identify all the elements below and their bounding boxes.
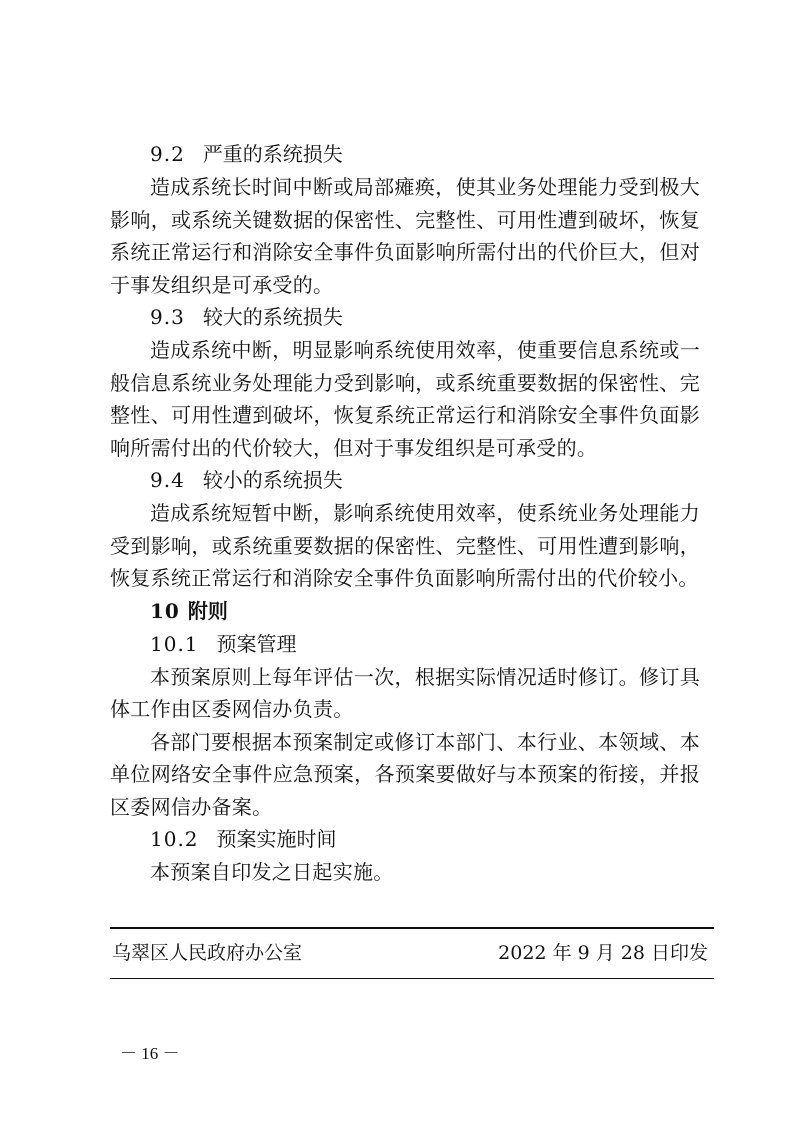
section-heading-9-4: [110, 464, 700, 497]
section-title: 较小的系统损失: [202, 468, 343, 492]
chapter-title: 附则: [187, 598, 228, 623]
paragraph: 各部门要根据本预案制定或修订本部门、本行业、本领域、本单位网络安全事件应急预案，各预案要做好与本预案的衔接，并报区委网信办备案。: [110, 729, 700, 819]
page-number: － 16 －: [120, 1044, 180, 1063]
document-body: [110, 138, 700, 889]
chapter-heading-10: [110, 595, 700, 628]
section-number: 9.4: [150, 468, 185, 492]
section-number: 10.1: [150, 631, 199, 656]
section-title: 预案管理: [216, 631, 297, 656]
section-heading-10-1: [110, 628, 700, 661]
section-number: 10.2: [150, 827, 199, 851]
footer-bottom-rule: [110, 978, 714, 979]
section-heading-10-2: [110, 823, 700, 856]
section-title: 预案实施时间: [216, 827, 337, 851]
issue-date: 2022 年 9 月 28 日印发: [498, 942, 708, 964]
section-title: 较大的系统损失: [202, 305, 343, 329]
paragraph: 本预案原则上每年评估一次，根据实际情况适时修订。修订具体工作由区委网信办负责。: [110, 664, 700, 721]
issuance-footer: [112, 938, 708, 968]
paragraph: 造成系统中断，明显影响系统使用效率，使重要信息系统或一般信息系统业务处理能力受到影响，或系统重要数据的保密性、完整性、可用性遭到破坏，恢复系统正常运行和消除安全事件负面影响所需付出的代价较大，但对于事发组织是可承受的。: [110, 338, 700, 460]
chapter-number: 10: [150, 598, 180, 623]
paragraph: 本预案自印发之日起实施。: [150, 860, 394, 884]
issuer-name: 乌翠区人民政府办公室: [112, 942, 303, 964]
section-number: 9.3: [150, 305, 185, 329]
section-number: 9.2: [150, 142, 185, 166]
paragraph: 造成系统短暂中断，影响系统使用效率，使系统业务处理能力受到影响，或系统重要数据的保密性、完整性、可用性遭到影响，恢复系统正常运行和消除安全事件负面影响所需付出的代价较小。: [110, 501, 700, 590]
section-heading-9-3: [110, 301, 700, 334]
section-title: 严重的系统损失: [202, 142, 343, 166]
section-heading-9-2: [110, 138, 700, 171]
paragraph: 造成系统长时间中断或局部瘫痪，使其业务处理能力受到极大影响，或系统关键数据的保密性、完整性、可用性遭到破坏，恢复系统正常运行和消除安全事件负面影响所需付出的代价巨大，但对于事发组织是可承受的。: [110, 175, 700, 297]
footer-top-rule: [110, 927, 714, 929]
